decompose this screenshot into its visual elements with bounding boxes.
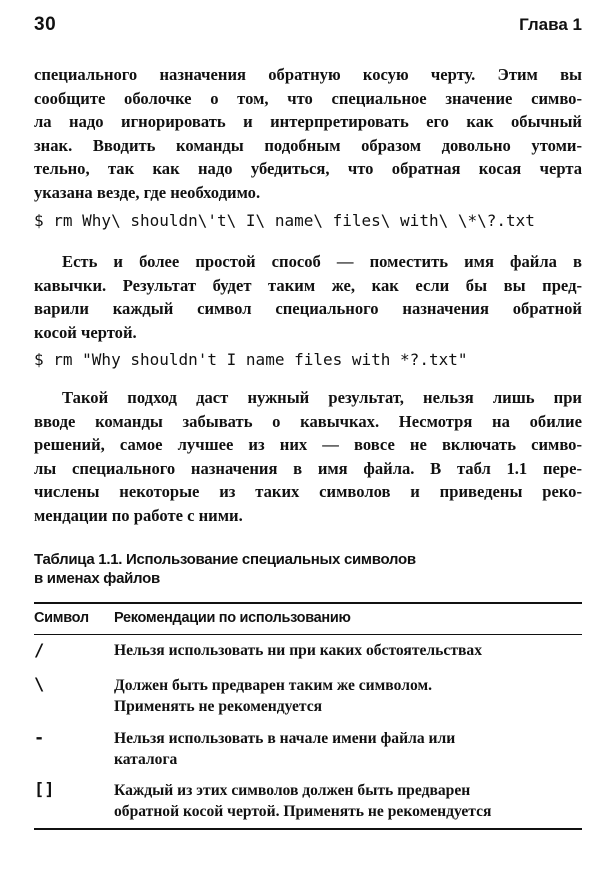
- chapter-title: Глава 1: [519, 15, 582, 34]
- paragraph-line: решений, самое лучшее из них — вовсе не включать симво-: [34, 435, 582, 455]
- paragraph-line: Есть и более простой способ — поместить имя файла в: [62, 252, 582, 271]
- table-cell-symbol: []: [34, 780, 55, 800]
- table-cell-line: Нельзя использовать ни при каких обстоятельствах: [114, 642, 483, 659]
- paragraph-line: специального назначения обратную косую черту. Этим вы: [34, 65, 582, 84]
- table-caption-line: в именах файлов: [34, 570, 160, 587]
- paragraph-line: знак. Вводить команды подобным образом довольно утоми-: [34, 135, 582, 155]
- code-example-1: $ rm Why\ shouldn\'t\ I\ name\ files\ with\ \*\?.txt: [34, 211, 535, 230]
- table-cell-recommendation: [114, 729, 582, 770]
- page-header: [34, 14, 582, 42]
- table-cell-symbol: -: [34, 728, 45, 748]
- table-caption-line: Таблица 1.1. Использование специальных символов: [34, 551, 416, 568]
- table-bottom-rule: [34, 828, 582, 830]
- paragraph-line: мендации по работе с ними.: [34, 505, 243, 525]
- table-cell-line: Применять не рекомендуется: [114, 697, 323, 715]
- table-cell-recommendation: [114, 676, 582, 717]
- header-recommendation: Рекомендации по использованию: [114, 610, 351, 626]
- table-caption: [34, 550, 582, 588]
- paragraph-line: тельно, так как надо убедиться, что обратная косая черта: [34, 159, 582, 179]
- paragraph-line: сообщите оболочке о том, что специальное значение симво-: [34, 88, 582, 108]
- paragraph-1: [34, 63, 582, 205]
- table-cell-symbol: \: [34, 675, 45, 695]
- table-cell-recommendation: [114, 641, 582, 662]
- paragraph-line: косой чертой.: [34, 322, 137, 342]
- paragraph-line: кавычки. Результат будет таким же, как если бы вы пред-: [34, 275, 582, 295]
- paragraph-line: ла надо игнорировать и интерпретировать его как обычный: [34, 112, 582, 132]
- table-cell-symbol: /: [34, 641, 45, 661]
- paragraph-2: [34, 250, 582, 344]
- paragraph-line: варили каждый символ специального назначения обратной: [34, 299, 582, 319]
- code-example-2: $ rm "Why shouldn't I name files with *?.txt": [34, 350, 468, 369]
- paragraph-3: [34, 386, 582, 528]
- paragraph-line: Такой подход даст нужный результат, нельзя лишь при: [62, 388, 582, 407]
- paragraph-line: числены некоторые из таких символов и приведены реко-: [34, 482, 582, 502]
- book-page: [34, 0, 582, 870]
- paragraph-line: вводе команды забывать о кавычках. Несмотря на обилие: [34, 411, 582, 431]
- table-cell-line: каталога: [114, 750, 178, 768]
- table-header-rule: [34, 634, 582, 635]
- table-cell-line: Каждый из этих символов должен быть предварен: [114, 782, 471, 799]
- table-cell-line: обратной косой чертой. Применять не рекомендуется: [114, 802, 492, 820]
- table-top-rule: [34, 602, 582, 604]
- table-cell-line: Нельзя использовать в начале имени файла или: [114, 730, 456, 747]
- paragraph-line: лы специального назначения в имя файла. В табл 1.1 пере-: [34, 458, 582, 478]
- table-cell-recommendation: [114, 781, 582, 822]
- paragraph-line: указана везде, где необходимо.: [34, 182, 261, 202]
- header-symbol: Символ: [34, 610, 89, 626]
- page-number: 30: [34, 14, 57, 35]
- table-cell-line: Должен быть предварен таким же символом.: [114, 677, 432, 694]
